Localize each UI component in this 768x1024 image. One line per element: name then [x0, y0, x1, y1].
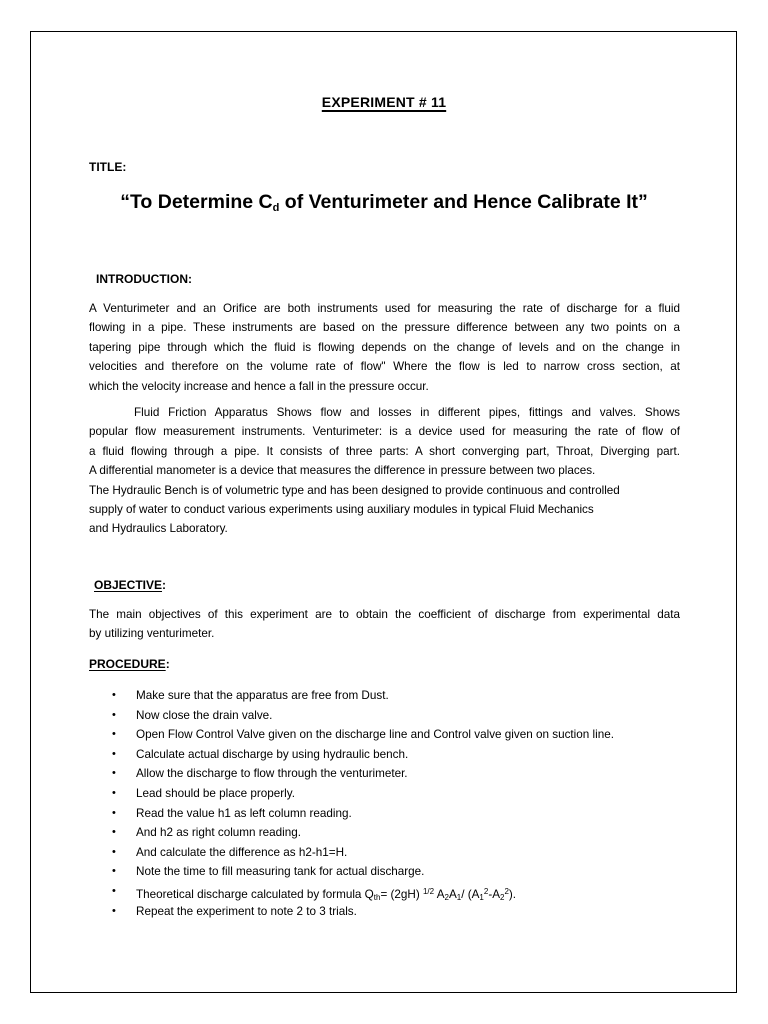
procedure-step: • Read the value h1 as left column reading.: [112, 804, 614, 824]
experiment-heading: EXPERIMENT # 11: [321, 94, 447, 110]
objective-paragraph: [89, 605, 680, 644]
title-label: TITLE:: [89, 160, 127, 174]
text-line: tapering pipe through which the fluid is flowing depends on the change of levels and on the change in: [89, 340, 680, 354]
procedure-heading: PROCEDURE:: [89, 657, 170, 671]
procedure-step: • Allow the discharge to flow through the venturimeter.: [112, 764, 614, 784]
text-line: a fluid flowing through a pipe. It consists of three parts: A short converging part, Throat, Diverging part.: [89, 444, 680, 458]
text-line: popular flow measurement instruments. Venturimeter: is a device used for measuring the rate of flow of: [89, 425, 680, 439]
text-line: A differential manometer is a device that measures the difference in pressure between two places.: [89, 464, 596, 478]
bullet-icon: •: [112, 689, 116, 701]
procedure-step: • Open Flow Control Valve given on the discharge line and Control valve given on suction line.: [112, 725, 614, 745]
procedure-step: • And calculate the difference as h2-h1=H.: [112, 843, 614, 863]
text-line: The main objectives of this experiment are to obtain the coefficient of discharge from experimental data: [89, 608, 680, 621]
bullet-icon: •: [112, 865, 116, 878]
bullet-icon: •: [112, 845, 116, 858]
bullet-icon: •: [112, 747, 116, 760]
procedure-step: • Repeat the experiment to note 2 to 3 trials.: [112, 902, 614, 922]
introduction-heading: INTRODUCTION:: [96, 272, 192, 286]
procedure-step: • Calculate actual discharge by using hydraulic bench.: [112, 745, 614, 765]
bullet-icon: •: [112, 708, 116, 721]
procedure-list: [112, 686, 614, 921]
text-line: A Venturimeter and an Orifice are both instruments used for measuring the rate of discharge for a fluid: [89, 302, 680, 315]
text-line: by utilizing venturimeter.: [89, 627, 215, 641]
bullet-icon: •: [112, 767, 116, 780]
text-line: and Hydraulics Laboratory.: [89, 522, 228, 536]
bullet-icon: •: [112, 786, 116, 799]
objective-heading: OBJECTIVE:: [94, 578, 167, 592]
introduction-paragraph-2: [89, 403, 680, 539]
procedure-step: • Note the time to fill measuring tank for actual discharge.: [112, 862, 614, 882]
text-line: velocities and therefore on the volume rate of flow" Where the flow is led to narrow cross section, at: [89, 360, 680, 374]
text-line: which the velocity increase and hence a fall in the pressure occur.: [89, 379, 429, 393]
bullet-icon: •: [112, 826, 116, 839]
procedure-step: • Make sure that the apparatus are free from Dust.: [112, 686, 614, 706]
introduction-paragraph-1: [89, 299, 680, 396]
bullet-icon: •: [112, 806, 116, 819]
text-line: supply of water to conduct various experiments using auxiliary modules in typical Fluid Mechanics: [89, 503, 594, 517]
procedure-step: • And h2 as right column reading.: [112, 823, 614, 843]
bullet-icon: •: [112, 728, 116, 741]
procedure-step: • Lead should be place properly.: [112, 784, 614, 804]
bullet-icon: •: [112, 904, 116, 917]
text-line: flowing in a pipe. These instruments are based on the pressure difference between any two points on a: [89, 321, 680, 335]
text-line: Fluid Friction Apparatus Shows flow and losses in different pipes, fittings and valves. Shows: [134, 406, 680, 419]
text-line: The Hydraulic Bench is of volumetric type and has been designed to provide continuous and controlled: [89, 483, 620, 497]
procedure-step-formula: • Theoretical discharge calculated by formula $Q_{th}= (2gH)$ $^{1/2}$ $A_2A_1/$ $(A_1^2-A_2^2)$.: [112, 882, 614, 902]
main-title: “To Determine $C_d$ of Venturimeter and Hence Calibrate It”: [120, 191, 648, 214]
procedure-step: • Now close the drain valve.: [112, 706, 614, 726]
bullet-icon: •: [112, 884, 116, 897]
